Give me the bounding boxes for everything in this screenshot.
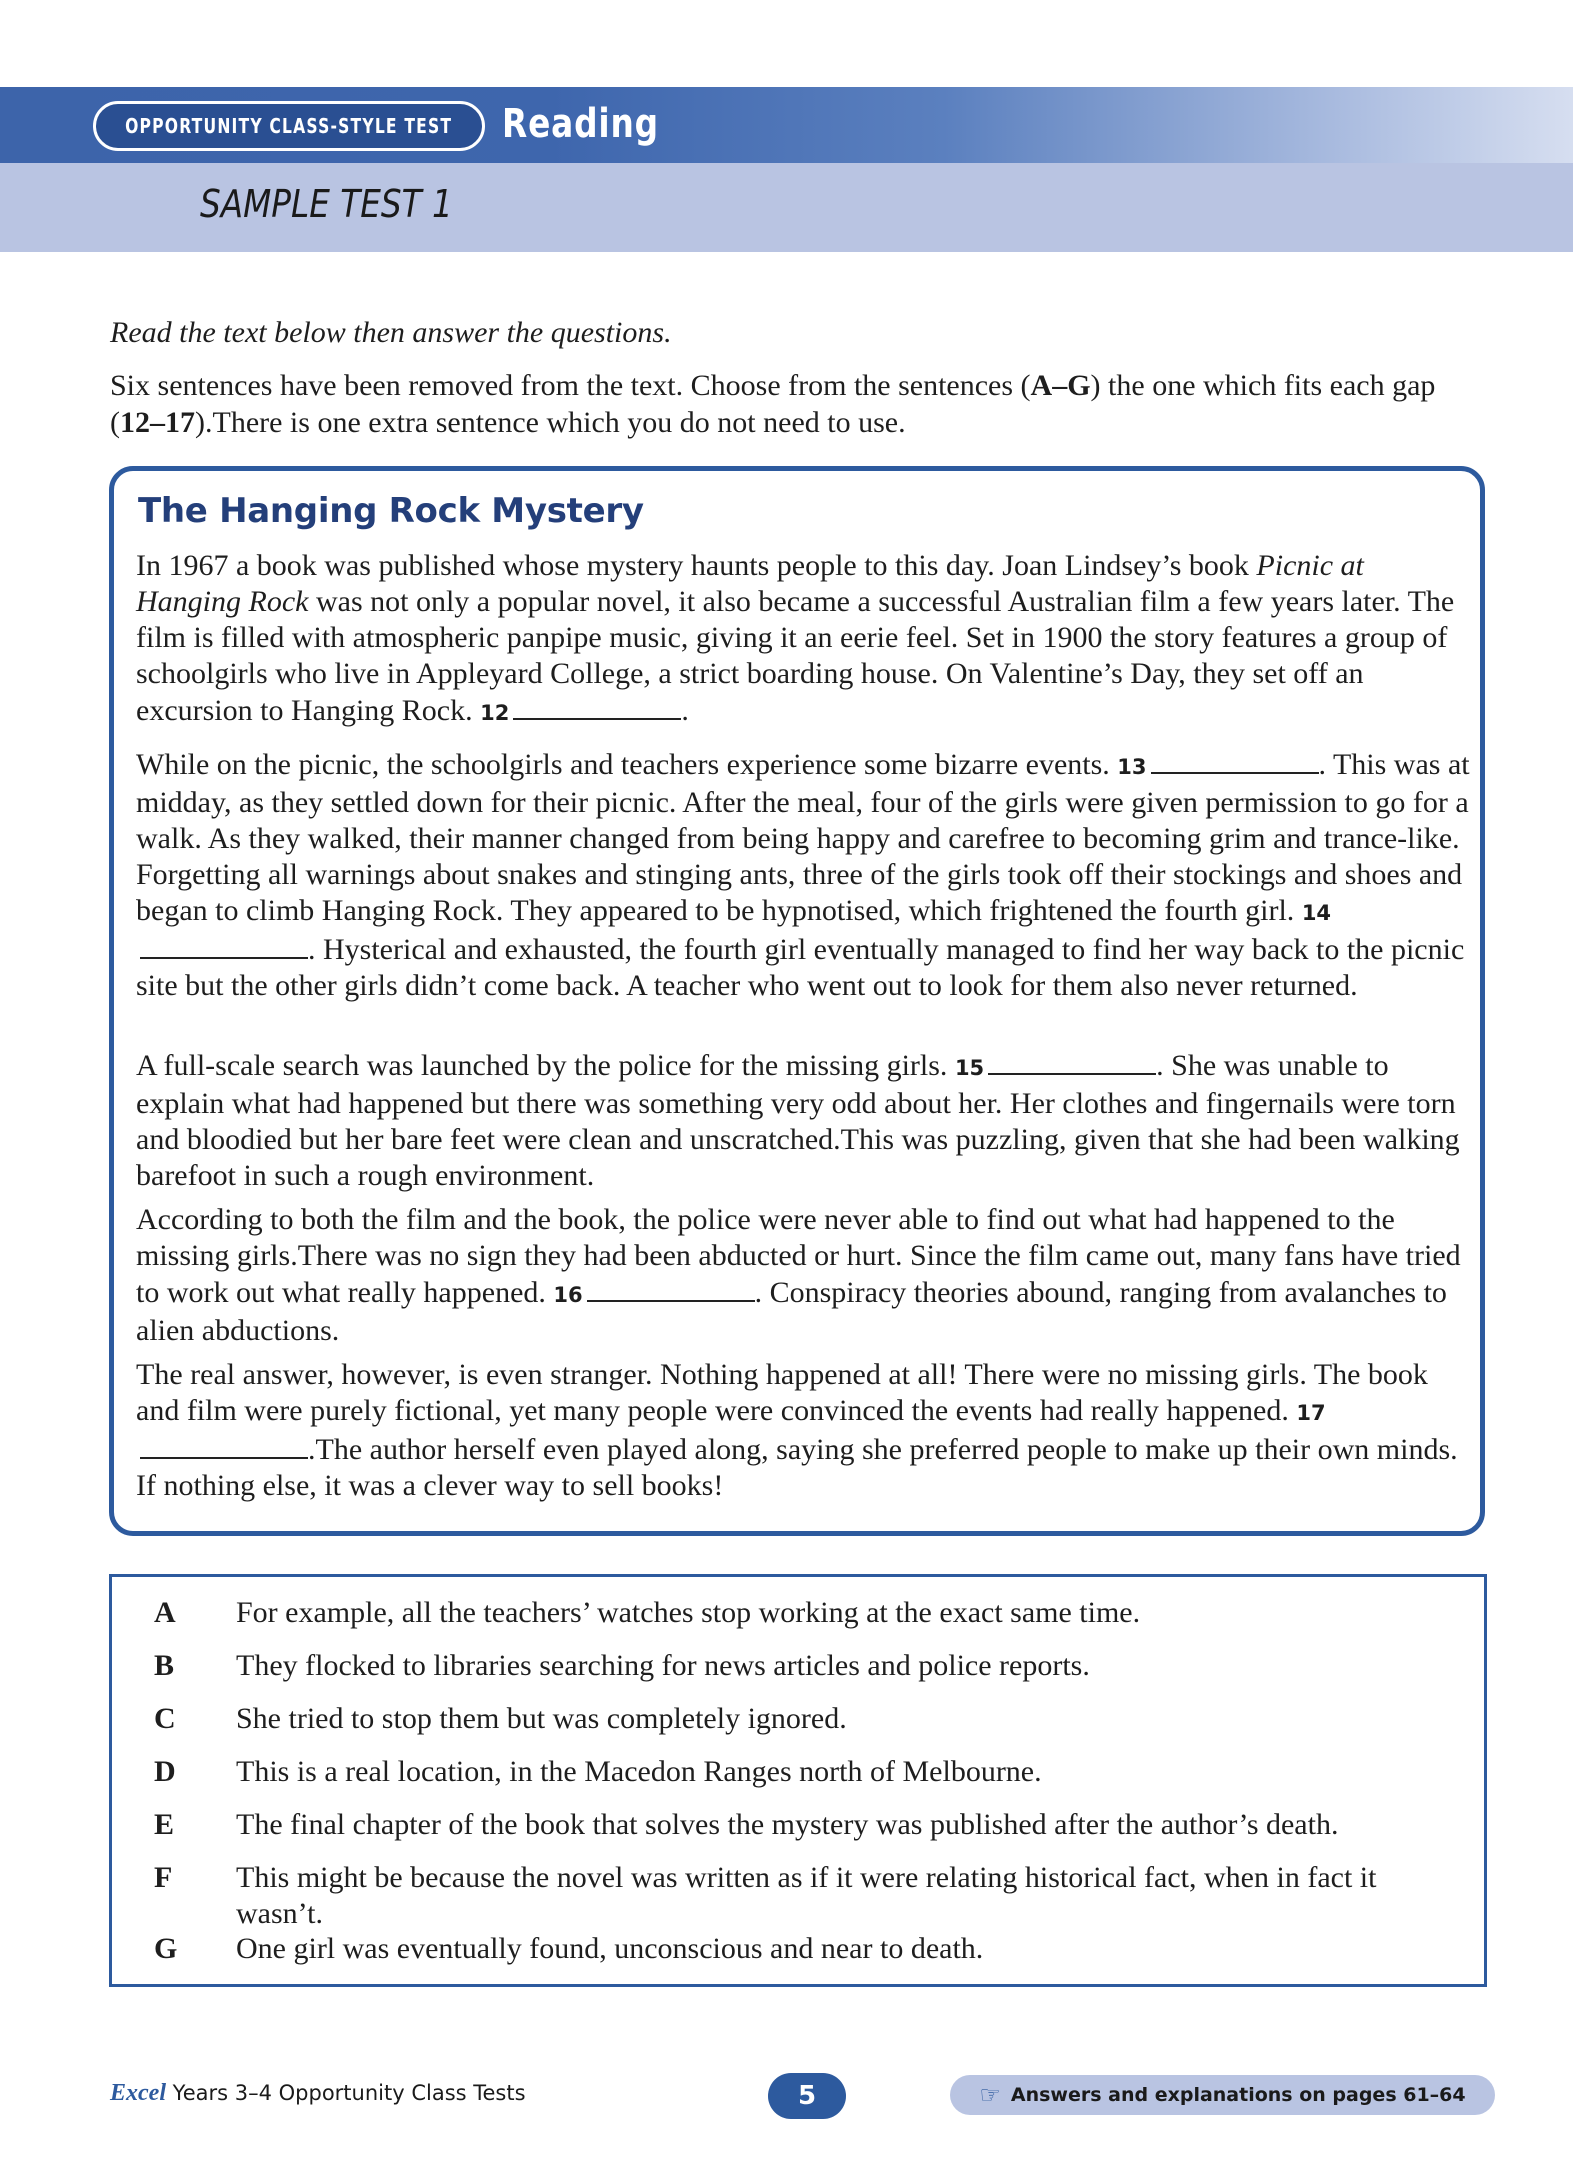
option-letter: B [154, 1649, 175, 1682]
answer-blank[interactable] [1151, 746, 1319, 774]
footer-book-title: Excel Years 3–4 Opportunity Class Tests [110, 2080, 526, 2106]
option-text: This might be because the novel was written as if it were relating historical fact, when in fact it wasn’t. [236, 1861, 1377, 1930]
passage-title: The Hanging Rock Mystery [138, 491, 644, 531]
option-letter: D [154, 1755, 176, 1788]
paragraph-4: According to both the film and the book, the police were never able to find out what had happened to the missing girls.There was no sign they had been abducted or hurt. Since the film came out, many fans have tried to work out what really happened. 16 . Conspiracy theories abound, ranging from avalanches to alien abductions. [136, 1203, 1461, 1347]
option-text: She tried to stop them but was completely ignored. [236, 1702, 847, 1735]
paragraph-3: A full-scale search was launched by the police for the missing girls. 15 . She was unable to explain what had happened but there was something very odd about her. Her clothes and fingernails were torn and bloodied but her bare feet were clean and unscratched.This was puzzling, given that she had been walking barefoot in such a rough environment. [136, 1049, 1460, 1192]
series-label: OPPORTUNITY CLASS-STYLE TEST [125, 114, 453, 138]
gap-number: 13 [1117, 755, 1147, 779]
option-text: For example, all the teachers’ watches stop working at the exact same time. [236, 1596, 1141, 1629]
gap-number: 12 [480, 701, 510, 725]
option-text: One girl was eventually found, unconscious and near to death. [236, 1932, 984, 1965]
answer-blank[interactable] [140, 931, 308, 959]
gap-number: 16 [553, 1283, 583, 1307]
answer-blank[interactable] [587, 1274, 755, 1302]
paragraph-5: The real answer, however, is even stranger. Nothing happened at all! There were no missing girls. The book and film were purely fictional, yet many people were convinced the events had really happened. 17.The author herself even played along, saying she preferred people to make up their own minds. If nothing else, it was a clever way to sell books! [136, 1358, 1458, 1502]
letters-range: A–G [1030, 369, 1091, 402]
book-title: Picnic at Hanging Rock [136, 549, 1364, 618]
option-text: This is a real location, in the Macedon Ranges north of Melbourne. [236, 1755, 1042, 1788]
paragraph-1: In 1967 a book was published whose mystery haunts people to this day. Joan Lindsey’s book Picnic at Hanging Rock was not only a popular novel, it also became a successful Australian film a few years later. The film is filled with atmospheric panpipe music, giving it an eerie feel. Set in 1900 the story features a group of schoolgirls who live in Appleyard College, a strict boarding house. On Valentine’s Day, they set off an excursion to Hanging Rock. 12 . [136, 549, 1455, 727]
option-text: The final chapter of the book that solves the mystery was published after the author’s death. [236, 1808, 1339, 1841]
options-box [109, 1574, 1487, 1987]
paragraph-2: While on the picnic, the schoolgirls and teachers experience some bizarre events. 13 . This was at midday, as they settled down for their picnic. After the meal, four of the girls were given permission to go for a walk. As they walked, their manner changed from being happy and carefree to becoming grim and trance-like. Forgetting all warnings about snakes and stinging ants, three of the girls took off their stockings and shoes and began to climb Hanging Rock. They appeared to be hypnotised, which frightened the fourth girl. 14. Hysterical and exhausted, the fourth girl eventually managed to find her way back to the picnic site but the other girls didn’t come back. A teacher who went out to look for them also never returned. [136, 748, 1470, 1002]
option-letter: A [154, 1596, 176, 1629]
pointing-hand-icon: ☞ [979, 2081, 1001, 2109]
instruction-italic: Read the text below then answer the questions. [110, 316, 672, 349]
gap-number: 14 [1301, 901, 1332, 925]
option-letter: E [154, 1808, 175, 1841]
gap-number: 15 [954, 1056, 985, 1080]
gap-range: 12–17 [120, 406, 195, 439]
option-text: They flocked to libraries searching for news articles and police reports. [236, 1649, 1090, 1682]
series-badge [93, 101, 485, 151]
test-title: SAMPLE TEST 1 [200, 182, 453, 226]
answers-reference [950, 2075, 1495, 2115]
option-letter: G [154, 1932, 178, 1965]
header-top-bar [0, 87, 1573, 163]
option-letter: F [154, 1861, 173, 1894]
passage-box [109, 466, 1485, 1536]
section-title: Reading [502, 101, 659, 147]
answer-blank[interactable] [140, 1431, 308, 1459]
answer-blank[interactable] [513, 692, 681, 720]
brand-logo: Excel [110, 2080, 166, 2106]
answers-text: Answers and explanations on pages 61–64 [1010, 2084, 1466, 2106]
page-number: 5 [768, 2073, 846, 2119]
gap-number: 17 [1296, 1401, 1326, 1425]
option-letter: C [154, 1702, 176, 1735]
answer-blank[interactable] [988, 1047, 1156, 1075]
header-band [0, 87, 1573, 252]
instruction-text: Six sentences have been removed from the text. Choose from the sentences (A–G) the one which fits each gap (12–17).There is one extra sentence which you do not need to use. [110, 369, 1436, 439]
